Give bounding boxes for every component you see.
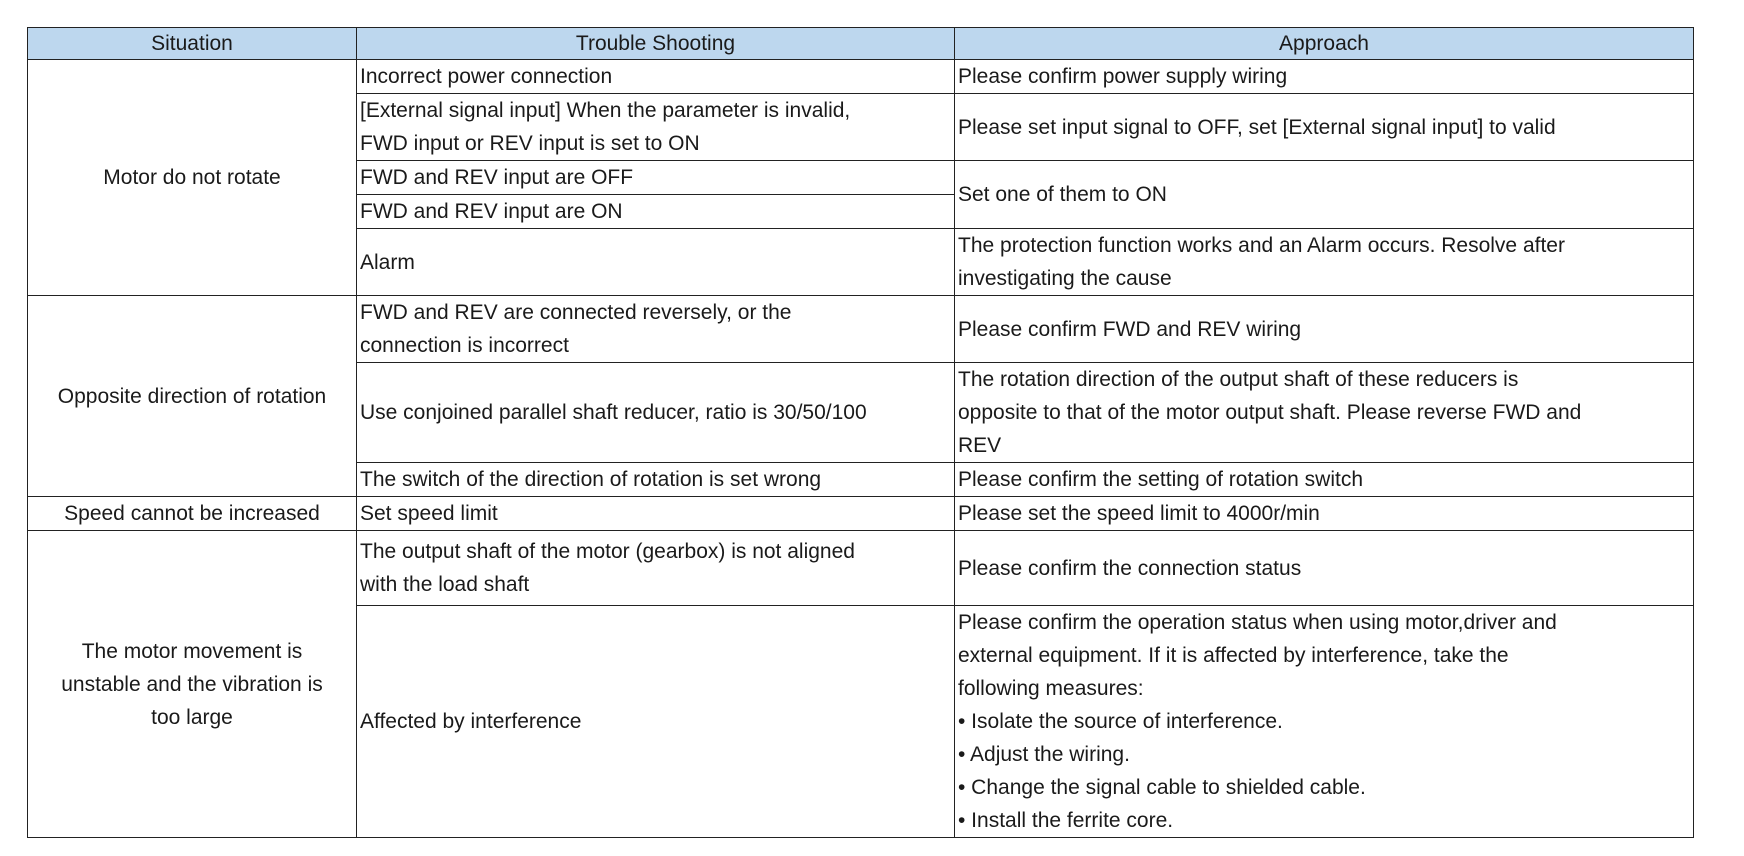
- situation-cell: Speed cannot be increased: [28, 497, 357, 531]
- situation-cell: [28, 531, 357, 838]
- table-row: [28, 531, 1694, 606]
- trouble-line: [External signal input] When the parameter is invalid,: [360, 99, 851, 122]
- trouble-cell: Use conjoined parallel shaft reducer, ratio is 30/50/100: [357, 363, 955, 463]
- table-header: [28, 28, 1694, 60]
- troubleshooting-table: [27, 27, 1694, 838]
- trouble-cell: Affected by interference: [357, 606, 955, 838]
- situation-line: unstable and the vibration is: [61, 672, 323, 696]
- approach-cell: Please confirm FWD and REV wiring: [955, 296, 1694, 363]
- trouble-line: The output shaft of the motor (gearbox) is not aligned: [360, 540, 855, 563]
- approach-line: The rotation direction of the output shaft of these reducers is: [958, 368, 1519, 391]
- approach-cell: Please set input signal to OFF, set [External signal input] to valid: [955, 94, 1694, 161]
- approach-cell: [955, 606, 1694, 838]
- header-situation: Situation: [28, 28, 357, 60]
- trouble-line: connection is incorrect: [360, 334, 569, 357]
- trouble-cell: FWD and REV input are OFF: [357, 161, 955, 195]
- trouble-cell: FWD and REV input are ON: [357, 195, 955, 229]
- approach-cell: Please confirm the connection status: [955, 531, 1694, 606]
- trouble-cell: [357, 94, 955, 161]
- table-row: [28, 60, 1694, 94]
- bullet-item: • Change the signal cable to shielded cable.: [958, 776, 1366, 799]
- trouble-line: with the load shaft: [360, 573, 530, 596]
- header-trouble-shooting: Trouble Shooting: [357, 28, 955, 60]
- bullet-item: • Isolate the source of interference.: [958, 710, 1283, 733]
- bullet-item: • Adjust the wiring.: [958, 743, 1130, 766]
- trouble-cell: Alarm: [357, 229, 955, 296]
- trouble-cell: [357, 531, 955, 606]
- approach-cell: Please set the speed limit to 4000r/min: [955, 497, 1694, 531]
- table-row: [28, 296, 1694, 363]
- approach-line: external equipment. If it is affected by interference, take the: [958, 644, 1509, 667]
- situation-line: The motor movement is: [81, 639, 303, 663]
- approach-cell: [955, 229, 1694, 296]
- trouble-cell: The switch of the direction of rotation is set wrong: [357, 463, 955, 497]
- approach-cell: Please confirm the setting of rotation switch: [955, 463, 1694, 497]
- approach-line: investigating the cause: [958, 267, 1172, 290]
- bullet-item: • Install the ferrite core.: [958, 809, 1174, 832]
- situation-cell: Motor do not rotate: [28, 60, 357, 296]
- approach-cell: Set one of them to ON: [955, 161, 1694, 229]
- approach-cell: [955, 363, 1694, 463]
- table-row: [28, 497, 1694, 531]
- table-body: [28, 60, 1694, 838]
- approach-line: following measures:: [958, 677, 1144, 700]
- trouble-cell: [357, 296, 955, 363]
- approach-line: REV: [958, 434, 1002, 457]
- trouble-cell: Incorrect power connection: [357, 60, 955, 94]
- approach-line: Please confirm the operation status when using motor,driver and: [958, 611, 1557, 634]
- approach-line: The protection function works and an Alarm occurs. Resolve after: [958, 234, 1565, 257]
- trouble-line: FWD input or REV input is set to ON: [360, 132, 700, 155]
- trouble-line: FWD and REV are connected reversely, or the: [360, 301, 792, 324]
- trouble-cell: Set speed limit: [357, 497, 955, 531]
- header-approach: Approach: [955, 28, 1694, 60]
- situation-cell: Opposite direction of rotation: [28, 296, 357, 497]
- approach-cell: Please confirm power supply wiring: [955, 60, 1694, 94]
- approach-line: opposite to that of the motor output shaft. Please reverse FWD and: [958, 401, 1582, 424]
- situation-line: too large: [151, 705, 233, 729]
